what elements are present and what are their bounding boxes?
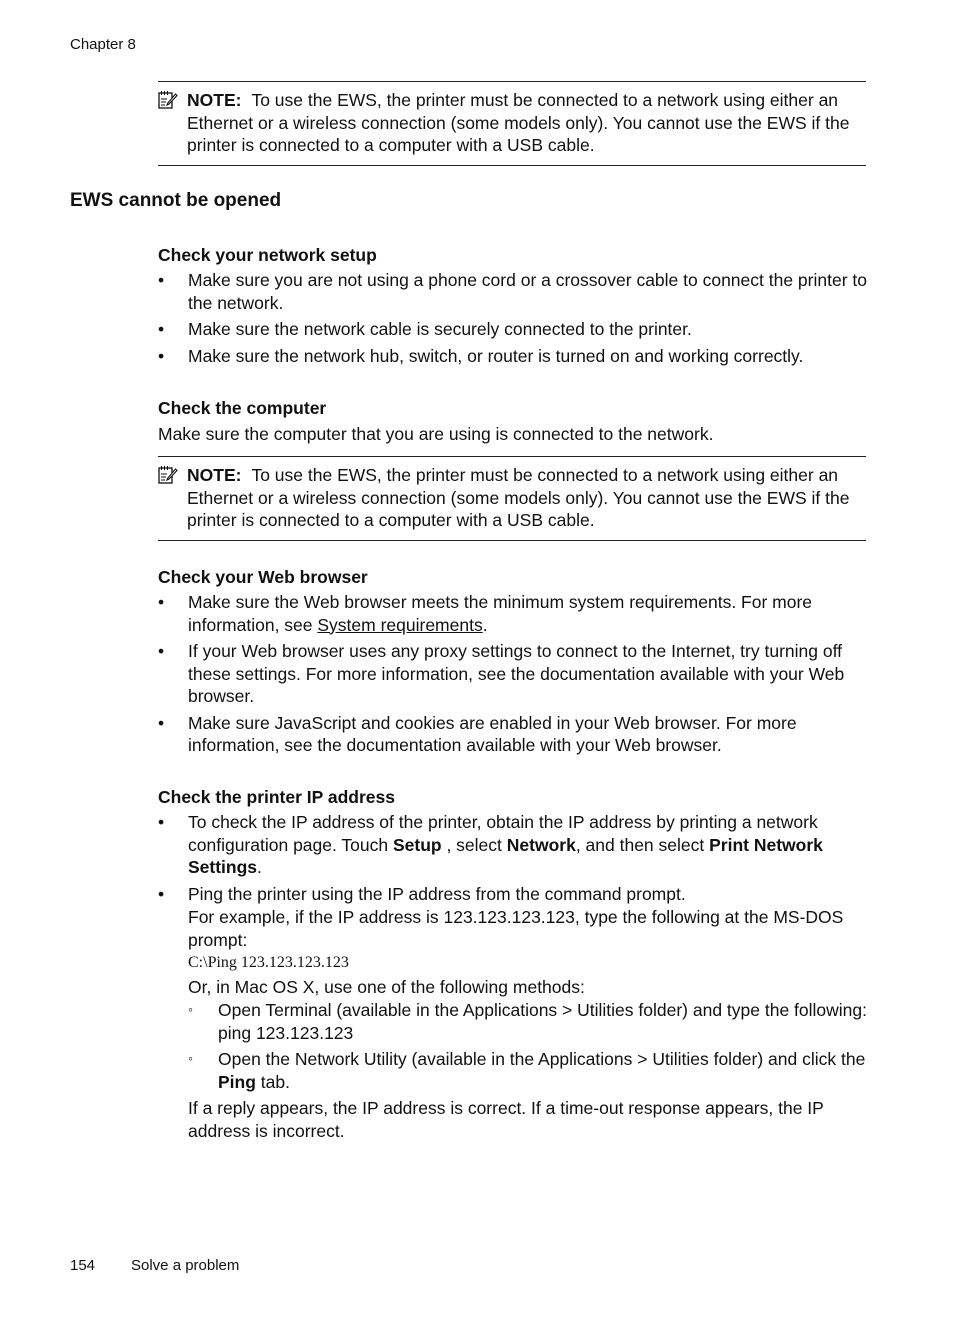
list-item-text: Open the Network Utility (available in the Applications > Utilities folder) and click the (218, 1049, 866, 1069)
list-item: • Make sure you are not using a phone cord or a crossover cable to connect the printer to the network. (158, 269, 870, 314)
list-item: • If your Web browser uses any proxy settings to connect to the Internet, try turning off these settings. For more information, see the documentation available with your Web browser. (158, 640, 870, 708)
sub-list-item (188, 1048, 870, 1093)
footer-section: Solve a problem (131, 1257, 240, 1274)
browser-heading: Check your Web browser (158, 567, 368, 587)
list-item-text: Make sure the Web browser meets the minimum system requirements. For more information, see (188, 592, 813, 635)
list-item-text: . (257, 857, 262, 877)
ping-term: Ping (218, 1071, 256, 1092)
mac-methods-list (188, 999, 870, 1093)
note-box (158, 456, 866, 541)
network-heading: Check your network setup (158, 245, 377, 265)
computer-heading: Check the computer (158, 398, 327, 418)
example-text: For example, if the IP address is 123.123.123.123, type the following at the MS-DOS prompt: (188, 907, 844, 950)
print-network-settings-term: Print Network Settings (188, 834, 823, 877)
note-box (158, 81, 866, 166)
note-text: To use the EWS, the printer must be connected to a network using either an Ethernet or a wireless connection (some models only). You cannot use the EWS if the printer is connected to a computer with a USB cable. (187, 90, 850, 155)
browser-list (158, 591, 870, 761)
network-list (158, 269, 870, 371)
note-pencil-icon (158, 465, 178, 485)
list-item (158, 591, 870, 636)
network-term: Network (506, 834, 576, 855)
list-item-text: , and then select (575, 834, 710, 855)
list-item: • Make sure the network hub, switch, or router is turned on and working correctly. (158, 345, 870, 368)
list-item (158, 811, 870, 879)
page-number: 154 (70, 1257, 96, 1274)
sub-list-item: ◦ Open Terminal (available in the Applications > Utilities folder) and type the following: ping 123.123.123 (188, 999, 870, 1044)
list-item: • Make sure JavaScript and cookies are enabled in your Web browser. For more information, see the documentation available with your Web browser. (158, 712, 870, 757)
list-item-text: , select (441, 834, 507, 855)
note-pencil-icon (158, 90, 178, 110)
list-item-text: tab. (255, 1071, 290, 1092)
note-label: NOTE: (187, 90, 242, 110)
note-text: To use the EWS, the printer must be connected to a network using either an Ethernet or a wireless connection (some models only). You cannot use the EWS if the printer is connected to a computer with a USB cable. (187, 465, 850, 530)
ip-heading: Check the printer IP address (158, 787, 395, 807)
result-text: If a reply appears, the IP address is correct. If a time-out response appears, the IP address is incorrect. (188, 1098, 824, 1141)
list-item-text: • Ping the printer using the IP address from the command prompt. (188, 883, 686, 904)
system-requirements-link[interactable]: System requirements (317, 614, 483, 635)
ip-list (158, 811, 870, 1146)
note-label: NOTE: (187, 465, 242, 485)
list-item (158, 883, 870, 1143)
list-item-text: . (482, 614, 488, 635)
list-item-text: To check the IP address of the printer, obtain the IP address by printing a network configuration page. Touch (188, 812, 818, 855)
list-item: • Make sure the network cable is securely connected to the printer. (158, 318, 870, 341)
setup-term: Setup (392, 834, 442, 855)
chapter-label: Chapter 8 (70, 36, 136, 53)
mac-intro-text: Or, in Mac OS X, use one of the following methods: (188, 976, 585, 997)
computer-text: Make sure the computer that you are using is connected to the network. (158, 424, 714, 444)
section-title: EWS cannot be opened (70, 190, 282, 211)
ping-command: C:\Ping 123.123.123.123 (188, 954, 349, 971)
